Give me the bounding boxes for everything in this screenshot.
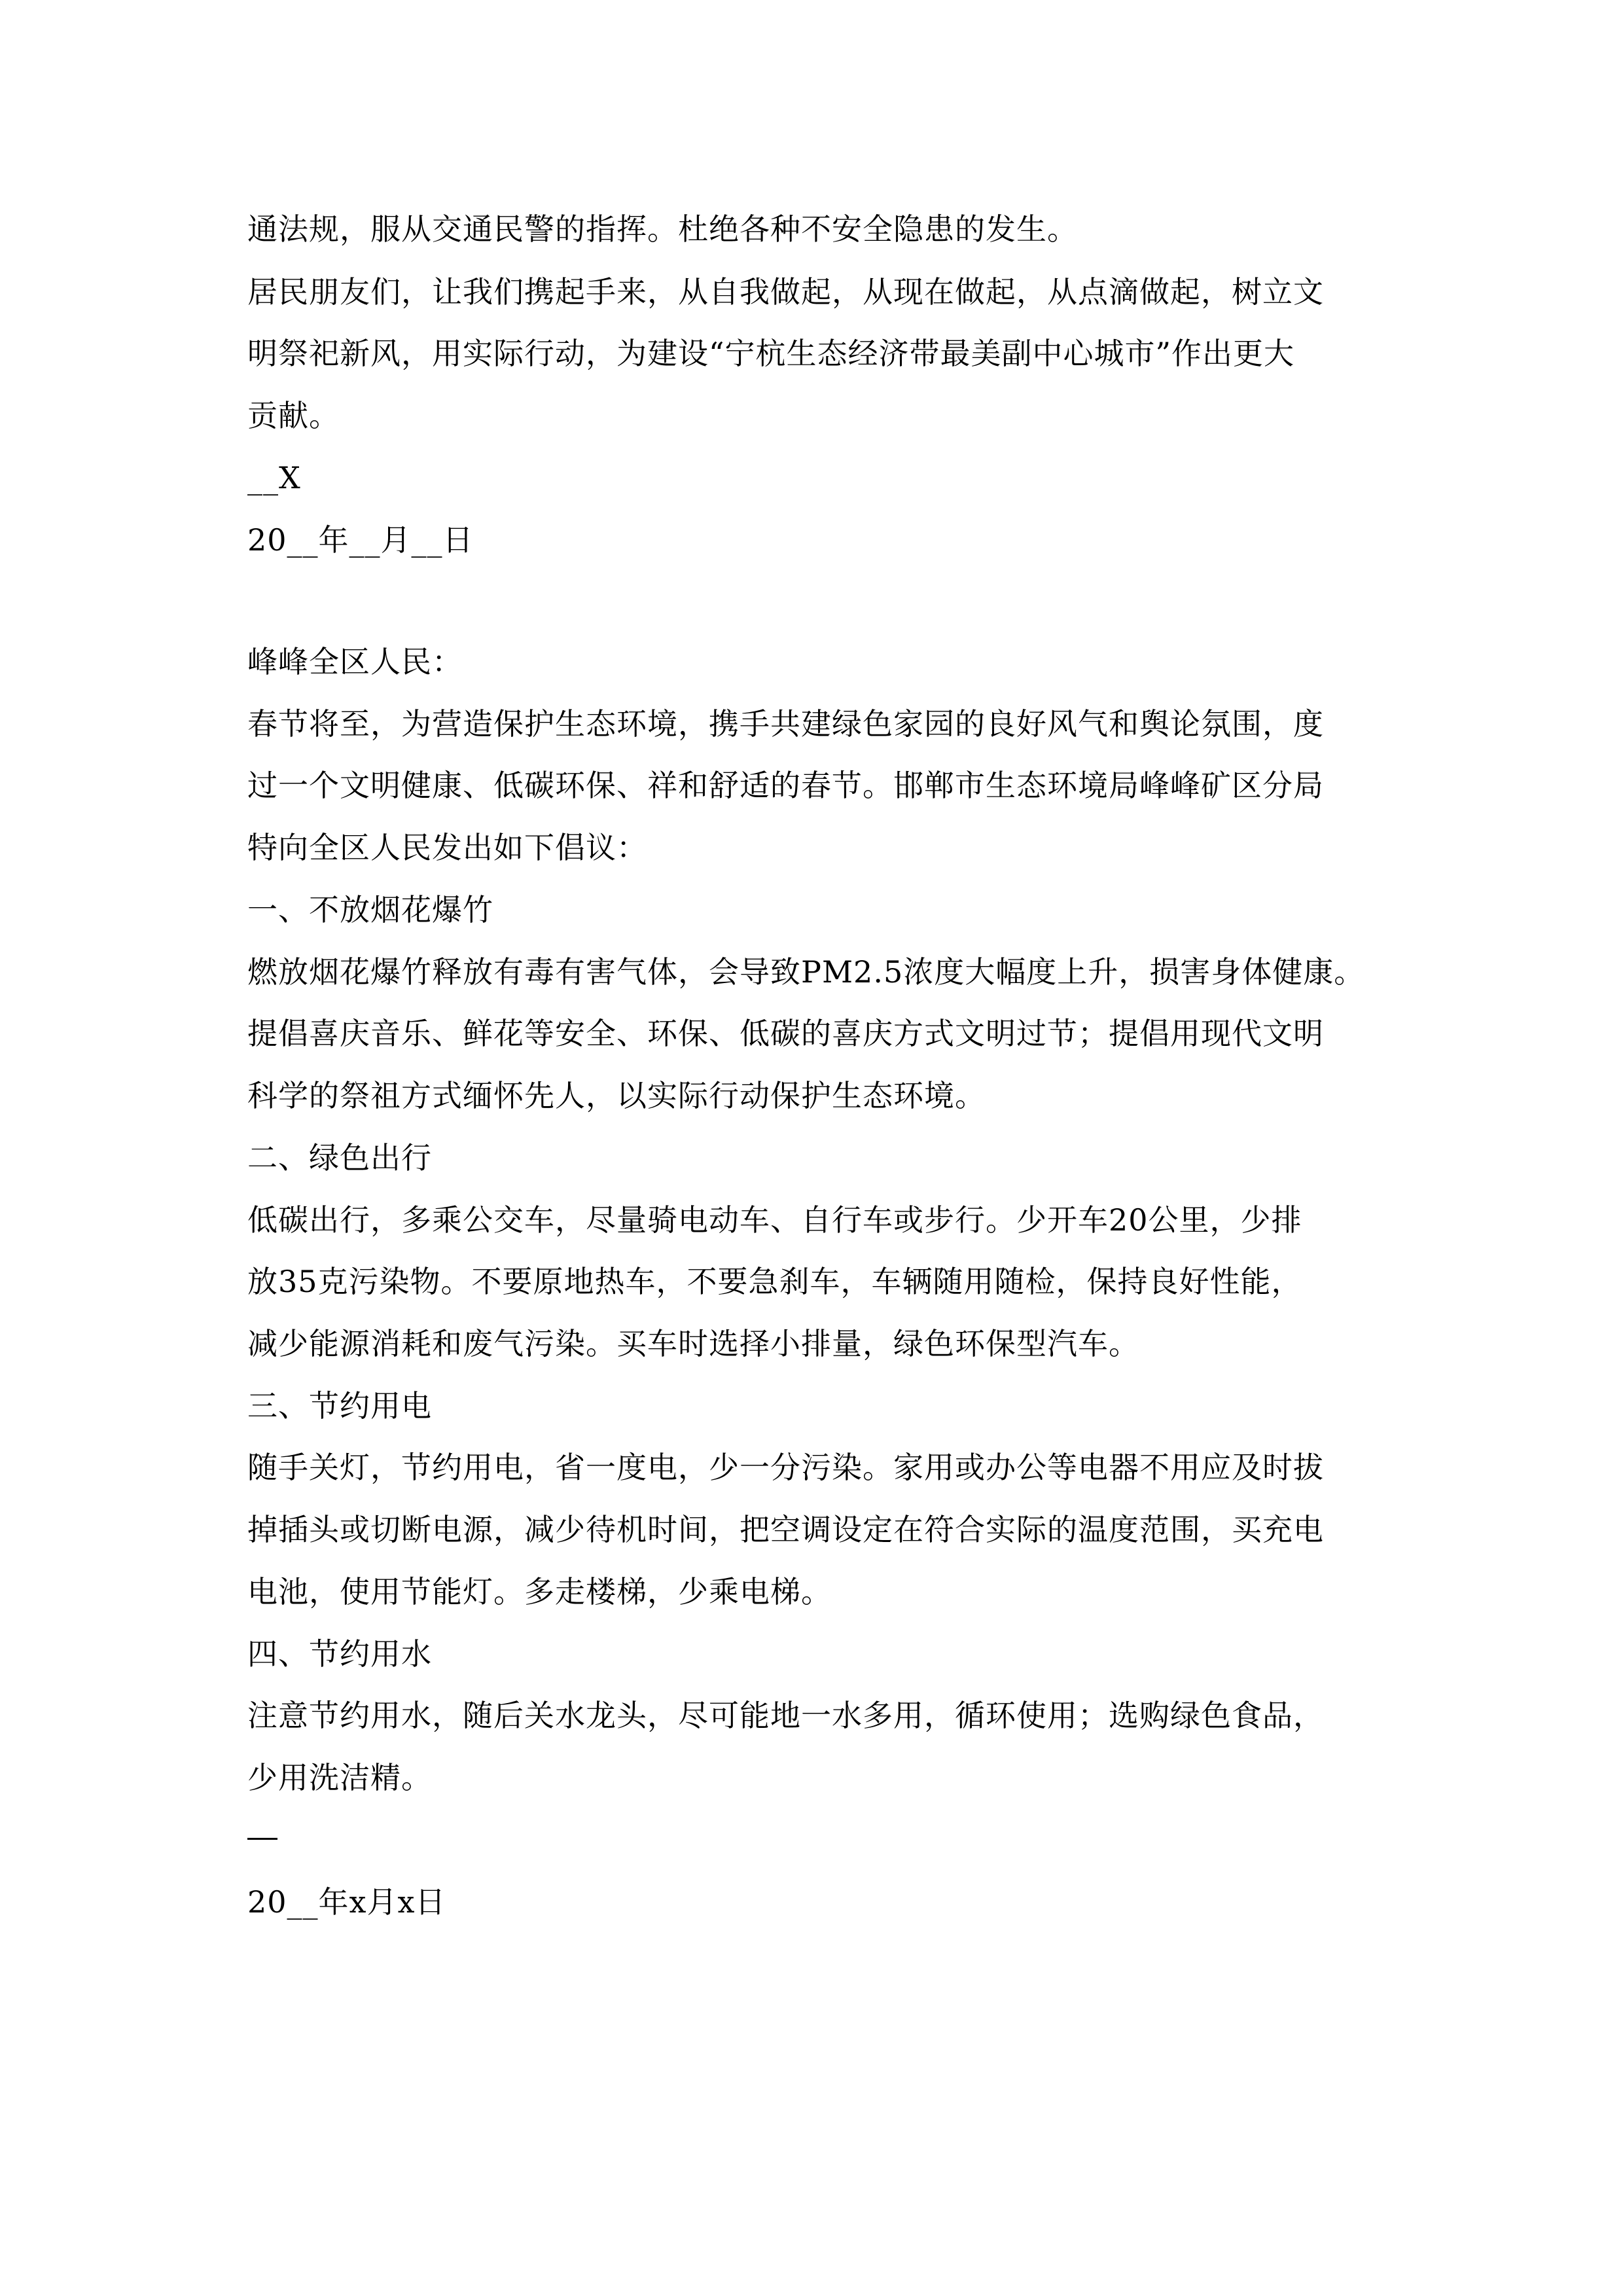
section-line: 减少能源消耗和废气污染。买车时选择小排量，绿色环保型汽车。 [247, 1326, 1139, 1361]
section-heading: 四、节约用水 [247, 1636, 432, 1672]
section-line: 少用洗洁精。 [247, 1760, 432, 1795]
date-line: 20__年x月x日 [247, 1884, 446, 1920]
section-line: 放35克污染物。不要原地热车，不要急刹车，车辆随用随检，保持良好性能， [247, 1264, 1302, 1299]
paragraph-line: 贡献。 [247, 398, 340, 433]
section-line: 燃放烟花爆竹释放有毒有害气体，会导致PM2.5浓度大幅度上升，损害身体健康。 [247, 954, 1365, 990]
section-heading: 一、不放烟花爆竹 [247, 892, 493, 927]
section-line: 科学的祭祖方式缅怀先人，以实际行动保护生态环境。 [247, 1078, 986, 1113]
section-line: 注意节约用水，随后关水龙头，尽可能地一水多用，循环使用；选购绿色食品， [247, 1698, 1324, 1733]
section-line: 低碳出行，多乘公交车，尽量骑电动车、自行车或步行。少开车20公里，少排 [247, 1202, 1302, 1238]
signature-rule [247, 1838, 277, 1840]
paragraph-line: 明祭祀新风，用实际行动，为建设“宁杭生态经济带最美副中心城市”作出更大 [247, 336, 1295, 371]
section-heading: 三、节约用电 [247, 1388, 432, 1424]
section-line: 掉插头或切断电源，减少待机时间，把空调设定在符合实际的温度范围，买充电 [247, 1512, 1324, 1547]
intro-line: 春节将至，为营造保护生态环境，携手共建绿色家园的良好风气和舆论氛围，度 [247, 706, 1324, 742]
date-line: 20__年__月__日 [247, 522, 474, 558]
section-line: 提倡喜庆音乐、鲜花等安全、环保、低碳的喜庆方式文明过节；提倡用现代文明 [247, 1016, 1324, 1051]
paragraph-line: 通法规，服从交通民警的指挥。杜绝各种不安全隐患的发生。 [247, 211, 1078, 247]
section-heading: 二、绿色出行 [247, 1140, 432, 1175]
paragraph-line: 居民朋友们，让我们携起手来，从自我做起，从现在做起，从点滴做起，树立文 [247, 274, 1324, 310]
intro-line: 特向全区人民发出如下倡议： [247, 830, 647, 865]
salutation: 峰峰全区人民： [247, 644, 463, 679]
section-line: 随手关灯，节约用电，省一度电，少一分污染。家用或办公等电器不用应及时拔 [247, 1450, 1324, 1485]
intro-line: 过一个文明健康、低碳环保、祥和舒适的春节。邯郸市生态环境局峰峰矿区分局 [247, 768, 1324, 803]
section-line: 电池，使用节能灯。多走楼梯，少乘电梯。 [247, 1574, 832, 1609]
signature: __X [247, 460, 301, 495]
